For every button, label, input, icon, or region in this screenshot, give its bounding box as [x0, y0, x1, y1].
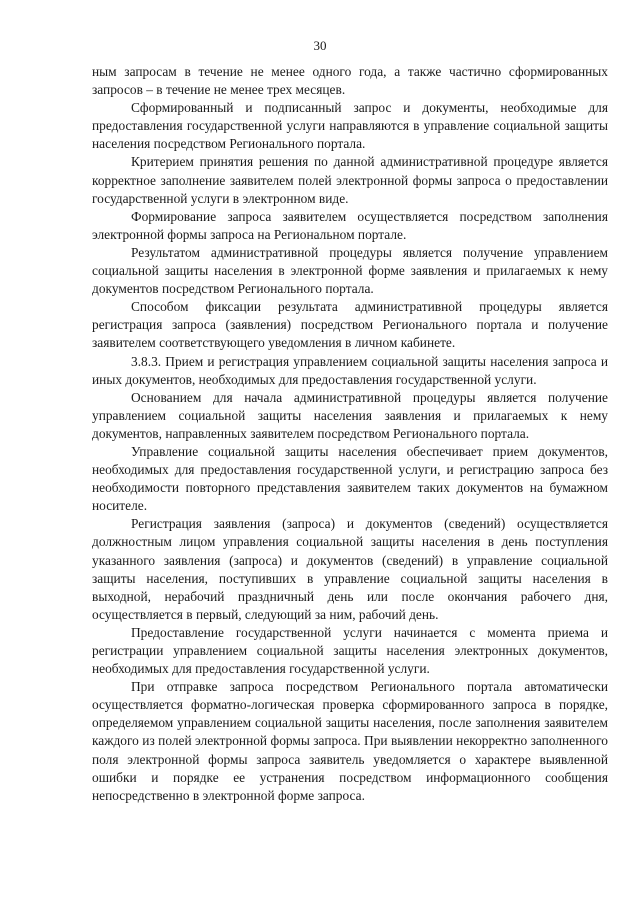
paragraph: При отправке запроса посредством Регионального портала автоматически осуществляется форматно-логическая проверка сформированного запроса в порядке, определяемом управлением социальной защиты населения, после заполнения заявителем каждого из полей электронной формы запроса. При выявлении некорректно заполненного поля электронной формы запроса заявитель уведомляется о характере выявленной ошибки и порядке ее устранения посредством информационного сообщения непосредственно в электронной форме запроса.: [92, 679, 608, 803]
paragraph: Результатом административной процедуры является получение управлением социальной защиты населения в электронной форме заявления и прилагаемых к нему документов посредством Регионального портала.: [92, 244, 608, 297]
paragraph: Управление социальной защиты населения обеспечивает прием документов, необходимых для предоставления государственной услуги, и регистрацию запроса без необходимости повторного представления заявителем таких документов на бумажном носителе.: [92, 443, 608, 514]
paragraph-continuation: ным запросам в течение не менее одного года, а также частично сформированных запросов – в течение не менее трех месяцев.: [92, 64, 608, 98]
paragraph: Формирование запроса заявителем осуществляется посредством заполнения электронной формы запроса на Региональном портале.: [92, 208, 608, 242]
document-body: [92, 63, 608, 805]
paragraph: Критерием принятия решения по данной административной процедуре является корректное заполнение заявителем полей электронной формы запроса о предоставлении государственной услуги в электронном виде.: [92, 154, 608, 206]
paragraph: Регистрация заявления (запроса) и документов (сведений) осуществляется должностным лицом управления социальной защиты населения в день поступления указанного заявления (запроса) и документов (сведений) в управление социальной защиты населения, поступивших в управление социальной защиты населения в выходной, нерабочий праздничный день или после окончания рабочего дня, осуществляется в первый, следующий за ним, рабочий день.: [92, 516, 608, 622]
page-number: 30: [313, 38, 327, 53]
section-heading-paragraph: 3.8.3. Прием и регистрация управлением социальной защиты населения запроса и иных документов, необходимых для предоставления государственной услуги.: [92, 353, 608, 387]
paragraph: Основанием для начала административной процедуры является получение управлением социальной защиты населения заявления и прилагаемых к нему документов, направленных заявителем посредством Регионального портала.: [92, 389, 608, 441]
paragraph: Предоставление государственной услуги начинается с момента приема и регистрации управлением социальной защиты населения электронных документов, необходимых для предоставления государственной услуги.: [92, 624, 608, 677]
paragraph: Сформированный и подписанный запрос и документы, необходимые для предоставления государственной услуги направляются в управление социальной защиты населения посредством Регионального портала.: [92, 100, 608, 152]
paragraph: Способом фиксации результата административной процедуры является регистрация запроса (заявления) посредством Регионального портала и получение заявителем соответствующего уведомления в личном кабинете.: [92, 299, 608, 351]
